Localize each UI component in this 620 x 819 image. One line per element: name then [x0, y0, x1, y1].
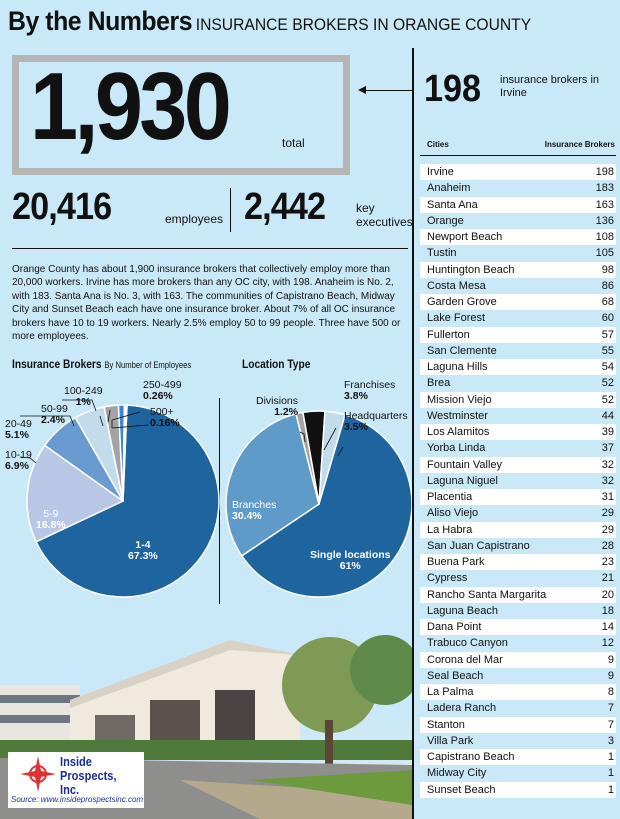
broker-count: 68: [601, 296, 614, 308]
table-row: [420, 668, 616, 684]
broker-count: 1: [607, 751, 614, 763]
divider: [12, 248, 408, 249]
label-1-4: [128, 540, 158, 562]
irvine-label: insurance brokers in Irvine: [500, 74, 600, 99]
logo-line1: Inside: [60, 754, 92, 769]
table-row: [420, 733, 616, 749]
label-single-locations: [310, 550, 391, 572]
city-name: Los Alamitos: [427, 426, 490, 438]
city-name: San Juan Capistrano: [427, 539, 530, 552]
broker-count: 32: [601, 458, 614, 471]
col-brokers: Insurance Brokers: [544, 140, 615, 149]
employees-label: employees: [165, 212, 224, 226]
label-value: 61%: [339, 560, 361, 572]
table-row: [420, 375, 616, 391]
inside-prospects-logo: [8, 752, 144, 808]
label-franchises: [344, 380, 395, 402]
city-name: Newport Beach: [427, 231, 503, 243]
irvine-value: 198: [424, 68, 482, 110]
table-row: [420, 180, 616, 196]
broker-count: 163: [595, 198, 614, 211]
total-value: 1,930: [30, 53, 229, 160]
label-text: 50-99: [41, 403, 68, 415]
table-row: [420, 164, 616, 180]
table-row: [420, 424, 616, 440]
broker-count: 12: [601, 637, 614, 650]
city-name: Tustin: [427, 247, 457, 260]
table-row: [420, 278, 616, 294]
label-value: 5.1%: [5, 429, 29, 441]
table-row: [420, 197, 616, 213]
table-row: [420, 717, 616, 733]
label-text: 20-49: [5, 418, 32, 430]
label-value: 16.8%: [36, 519, 66, 531]
label-text: Divisions: [256, 395, 299, 407]
broker-count: 44: [601, 409, 614, 422]
city-name: Anaheim: [427, 182, 471, 195]
executives-value: 2,442: [244, 186, 326, 228]
label-value: 0.16%: [150, 417, 180, 429]
broker-count: 86: [601, 279, 614, 292]
source-text: Source: www.insideprospectsinc.com: [11, 795, 144, 804]
table-row: [420, 343, 616, 359]
city-name: Villa Park: [427, 734, 474, 747]
city-name: Fountain Valley: [427, 458, 503, 471]
label-text: Headquarters: [344, 410, 408, 422]
table-row: [420, 392, 616, 408]
chart2-title: Location Type: [242, 357, 311, 371]
table-row: [420, 505, 616, 521]
summary-paragraph: Orange County has about 1,900 insurance brokers that collectively employ more than 20,000 workers. Irvine has more brokers than any OC city, with 198. Anaheim is No. 2, with 183. Santa Ana is No. 3, with 163. The communities of Capistrano Beach, Midway City and Sunset Beach each have one insurance broker. About 7% of all OC insurance brokers have 10 to 19 workers. Nearly 2.5% employ 50 to 99 people. Three have 500 or more employees.: [12, 264, 401, 343]
label-value: 1.2%: [274, 406, 299, 418]
chart1-subtitle: By Number of Employees: [104, 360, 192, 370]
executives-label: [356, 201, 413, 229]
city-name: Aliso Viejo: [427, 507, 479, 520]
broker-count: 105: [595, 247, 614, 260]
broker-count: 52: [601, 377, 614, 390]
broker-count: 20: [601, 588, 614, 601]
label-100-249: [64, 386, 103, 408]
table-row: [420, 782, 616, 798]
logo-text: [60, 755, 131, 797]
city-name: La Palma: [427, 686, 474, 698]
city-name: Buena Park: [427, 556, 485, 568]
cities-table: [420, 140, 616, 798]
table-row: [420, 408, 616, 424]
label-text: 250-499: [143, 379, 182, 391]
city-name: Seal Beach: [427, 669, 484, 682]
broker-count: 54: [601, 361, 614, 373]
city-name: Costa Mesa: [427, 279, 486, 292]
table-row: [420, 749, 616, 765]
broker-count: 29: [601, 523, 614, 536]
broker-count: 21: [601, 572, 614, 585]
total-label: total: [282, 136, 305, 150]
label-250-499: [143, 380, 182, 402]
broker-count: 8: [607, 686, 614, 698]
broker-count: 7: [607, 702, 614, 715]
divider: [230, 188, 231, 232]
table-row: [420, 765, 616, 781]
broker-count: 28: [601, 539, 614, 552]
broker-count: 1: [607, 767, 614, 780]
label-text: 10-19: [5, 449, 32, 461]
label-value: 6.9%: [5, 460, 29, 472]
broker-count: 55: [601, 344, 614, 357]
broker-count: 136: [595, 214, 614, 227]
label-divisions: [256, 396, 298, 418]
city-name: Garden Grove: [427, 296, 497, 308]
label-headquarters: [344, 411, 408, 433]
broker-count: 7: [607, 718, 614, 731]
table-row: [420, 619, 616, 635]
employees-value: 20,416: [12, 186, 112, 228]
city-name: Westminster: [427, 409, 488, 422]
page-subtitle: INSURANCE BROKERS IN ORANGE COUNTY: [195, 15, 532, 34]
city-name: Laguna Hills: [427, 361, 488, 373]
col-cities: Cities: [427, 140, 449, 149]
city-name: Cypress: [427, 572, 468, 585]
broker-count: 23: [601, 556, 614, 568]
executives-label-2: executives: [356, 215, 413, 229]
broker-count: 108: [595, 231, 614, 243]
city-name: Orange: [427, 214, 464, 227]
city-name: Stanton: [427, 718, 465, 731]
label-500plus: [150, 407, 180, 429]
broker-count: 31: [601, 491, 614, 503]
city-name: Laguna Niguel: [427, 474, 498, 487]
table-row: [420, 245, 616, 261]
city-name: Mission Viejo: [427, 393, 492, 406]
city-name: Dana Point: [427, 621, 482, 633]
chart1-title-text: Insurance Brokers: [12, 357, 102, 371]
table-row: [420, 440, 616, 456]
label-value: 0.26%: [143, 390, 173, 402]
executives-label-1: key: [356, 201, 375, 215]
label-50-99: [41, 404, 68, 426]
table-row: [420, 473, 616, 489]
title-text: By the Numbers: [8, 6, 193, 36]
table-row: [420, 554, 616, 570]
broker-count: 32: [601, 474, 614, 487]
broker-count: 18: [601, 604, 614, 617]
label-value: 30.4%: [232, 510, 262, 522]
broker-count: 14: [601, 621, 614, 633]
pie-employees: [27, 405, 219, 597]
label-text: 500+: [150, 406, 174, 418]
label-text: 5-9: [43, 508, 59, 520]
logo-line2: Prospects, Inc.: [60, 768, 117, 797]
label-text: 100-249: [64, 385, 103, 397]
label-text: Single locations: [310, 549, 391, 561]
label-text: 1-4: [135, 539, 151, 551]
table-row: [420, 359, 616, 375]
broker-count: 52: [601, 393, 614, 406]
city-name: Lake Forest: [427, 312, 486, 325]
city-name: Placentia: [427, 491, 473, 503]
city-name: Midway City: [427, 767, 487, 780]
table-header: [420, 140, 616, 156]
city-name: Yorba Linda: [427, 442, 486, 455]
broker-count: 9: [607, 653, 614, 666]
broker-count: 3: [607, 734, 614, 747]
table-row: [420, 489, 616, 505]
table-row: [420, 570, 616, 586]
city-name: Irvine: [427, 166, 454, 178]
chart1-title: [12, 357, 191, 371]
table-row: [420, 327, 616, 343]
compass-icon: [20, 756, 56, 792]
city-name: Laguna Beach: [427, 604, 498, 617]
city-name: San Clemente: [427, 344, 497, 357]
table-row: [420, 310, 616, 326]
table-row: [420, 652, 616, 668]
city-name: Fullerton: [427, 328, 470, 341]
city-name: La Habra: [427, 523, 473, 536]
city-name: Trabuco Canyon: [427, 637, 508, 650]
arrow-left-icon: [360, 90, 412, 91]
broker-count: 60: [601, 312, 614, 325]
table-row: [420, 603, 616, 619]
city-name: Rancho Santa Margarita: [427, 588, 547, 601]
city-name: Sunset Beach: [427, 783, 496, 796]
label-10-19: [5, 450, 32, 472]
table-row: [420, 457, 616, 473]
broker-count: 198: [595, 166, 614, 178]
label-branches: [232, 500, 276, 522]
label-text: Franchises: [344, 379, 396, 391]
table-body: [420, 164, 616, 798]
city-name: Ladera Ranch: [427, 702, 497, 715]
broker-count: 183: [595, 182, 614, 195]
table-row: [420, 294, 616, 310]
label-value: 2.4%: [41, 414, 65, 426]
page-title: [8, 6, 531, 37]
broker-count: 39: [601, 426, 614, 438]
table-row: [420, 587, 616, 603]
label-value: 1%: [75, 396, 91, 408]
table-row: [420, 213, 616, 229]
divider: [412, 48, 414, 819]
city-name: Corona del Mar: [427, 653, 503, 666]
city-name: Santa Ana: [427, 198, 478, 211]
city-name: Huntington Beach: [427, 263, 515, 276]
table-row: [420, 229, 616, 245]
table-row: [420, 700, 616, 716]
broker-count: 57: [601, 328, 614, 341]
city-name: Brea: [427, 377, 451, 390]
table-row: [420, 635, 616, 651]
label-value: 3.8%: [344, 390, 368, 402]
label-5-9: [36, 509, 66, 531]
broker-count: 29: [601, 507, 614, 520]
table-row: [420, 262, 616, 278]
table-row: [420, 684, 616, 700]
broker-count: 1: [607, 783, 614, 796]
broker-count: 37: [601, 442, 614, 455]
city-name: Capistrano Beach: [427, 751, 515, 763]
label-text: Branches: [232, 499, 277, 511]
label-value: 3.5%: [344, 421, 368, 433]
table-row: [420, 538, 616, 554]
table-row: [420, 522, 616, 538]
broker-count: 9: [607, 669, 614, 682]
label-20-49: [5, 419, 32, 441]
label-value: 67.3%: [128, 550, 158, 562]
broker-count: 98: [601, 263, 614, 276]
